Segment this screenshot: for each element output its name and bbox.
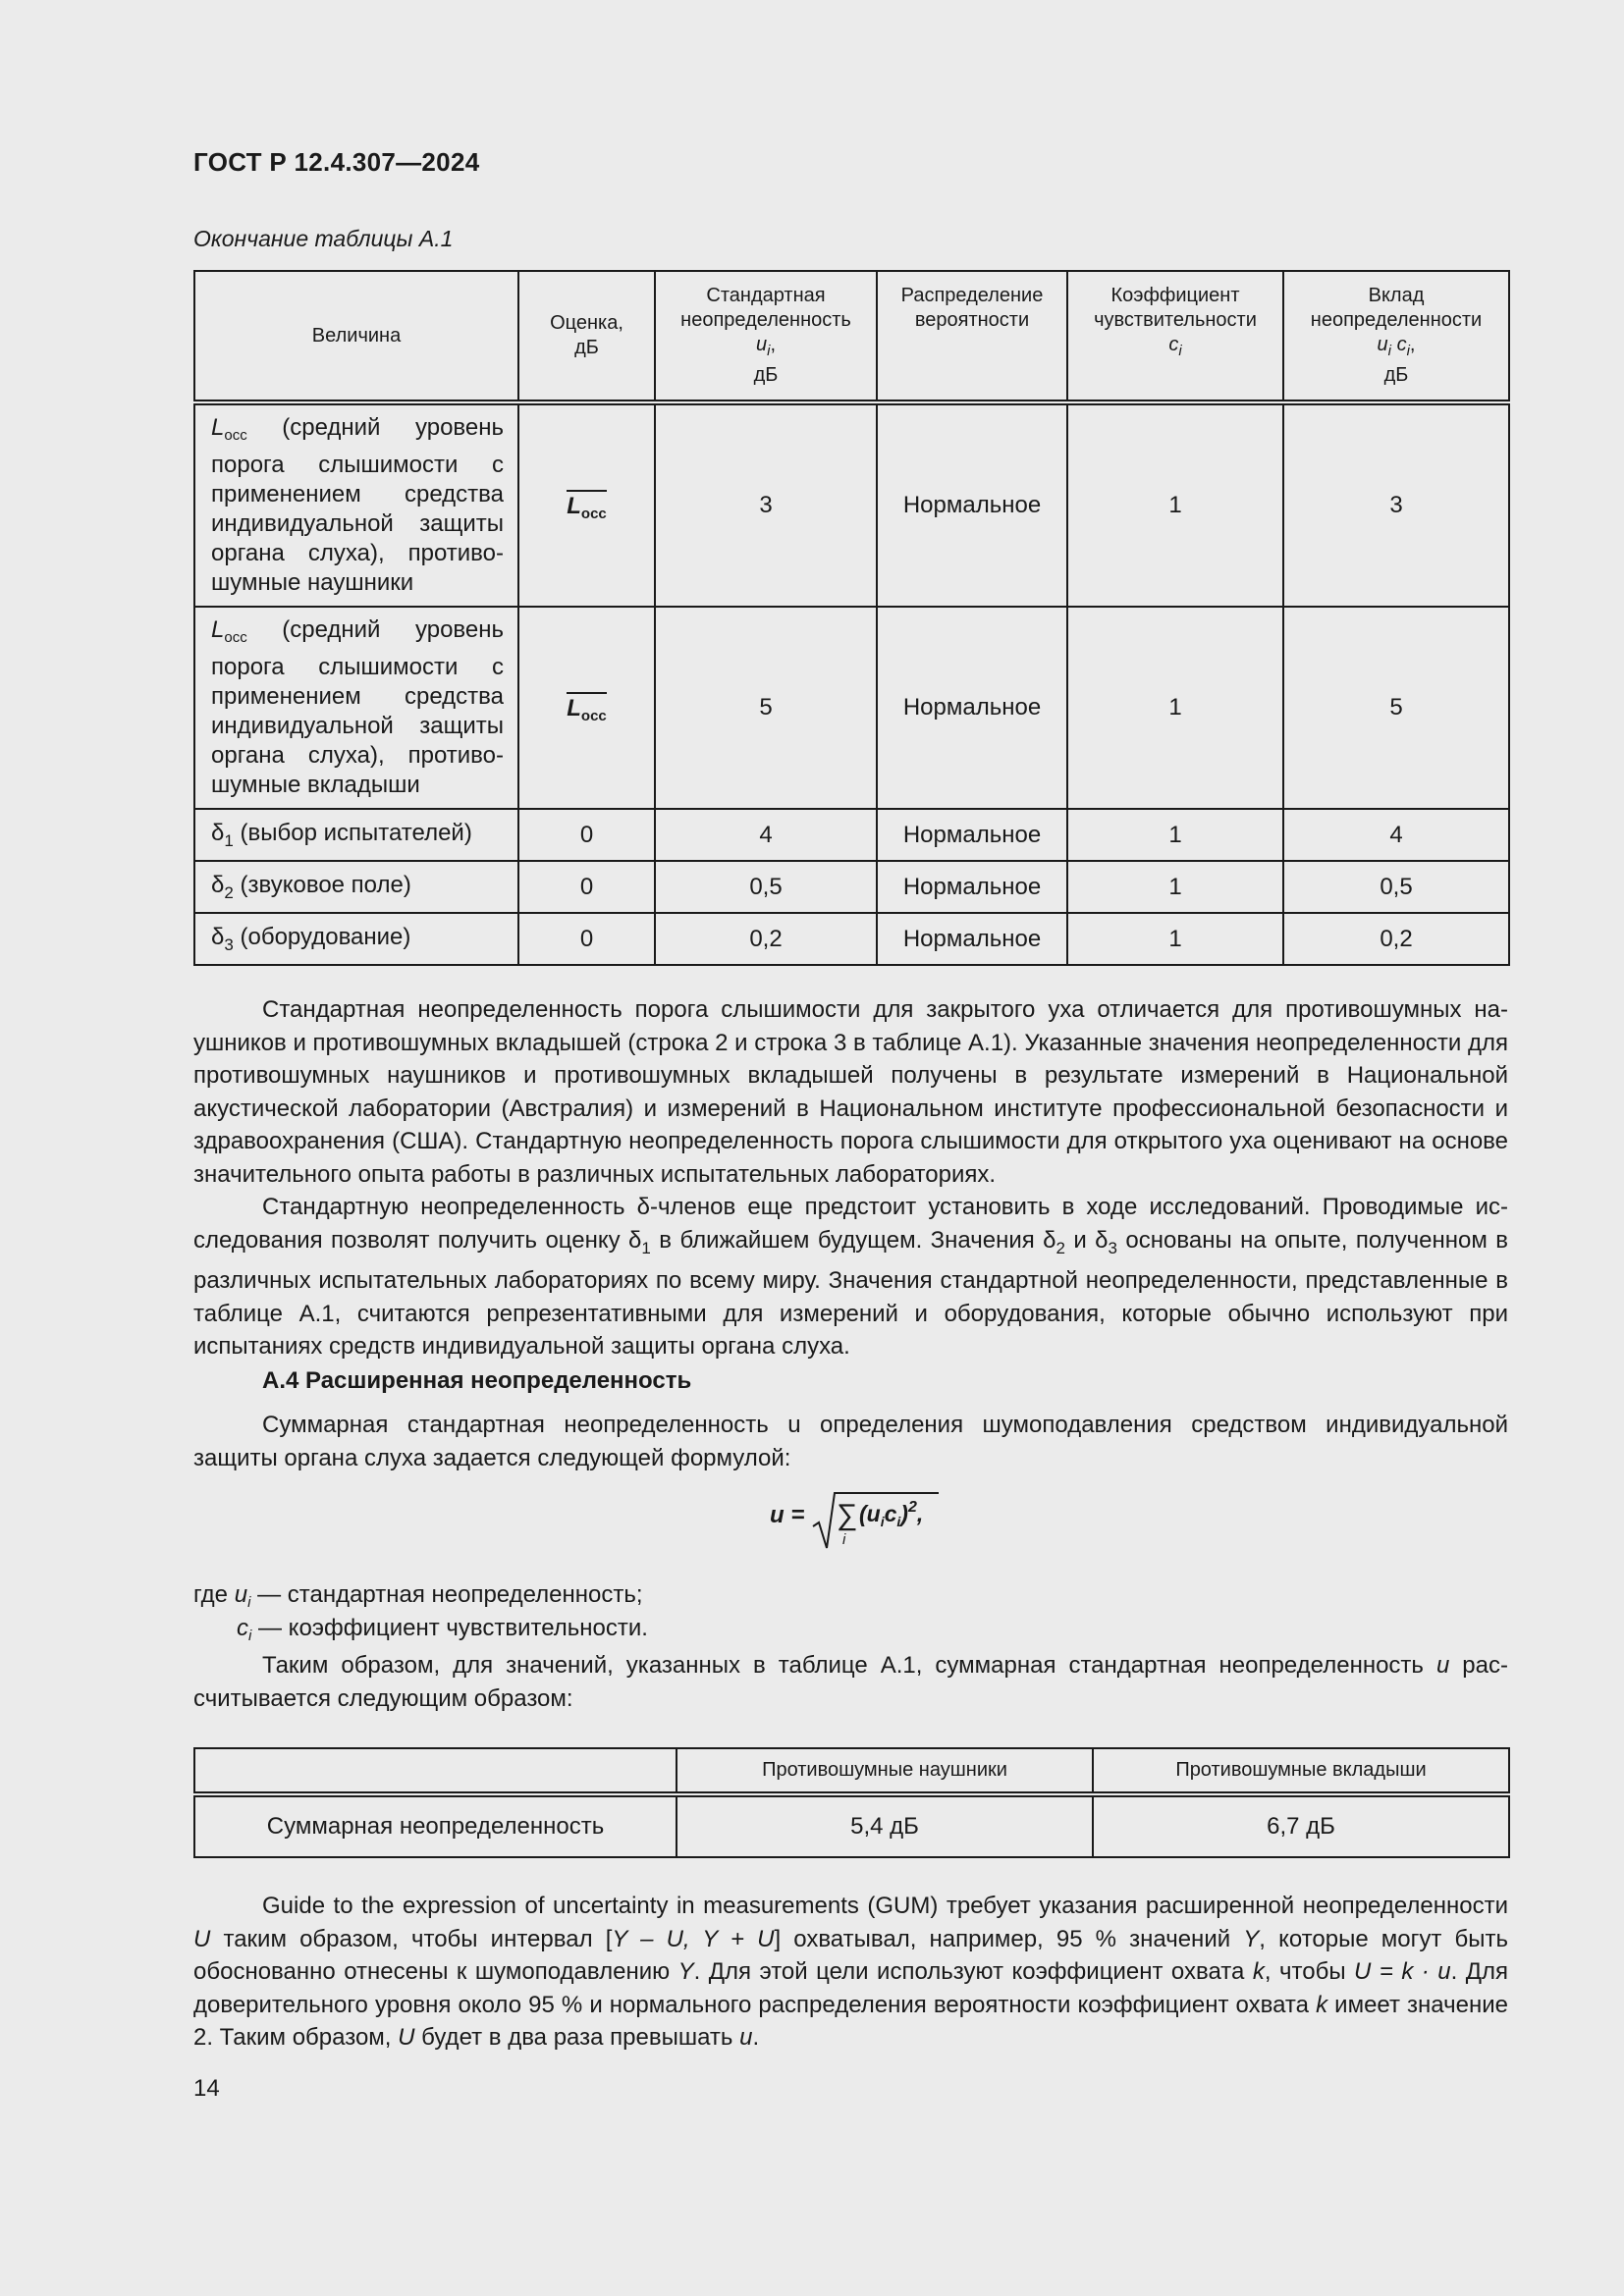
distribution-cell: Нормальное (877, 402, 1067, 607)
empty-header-cell (194, 1748, 677, 1794)
paragraph: Стандартную неопределенность δ-членов еще предстоит установить в ходе исследований. Проводимые исследования позволят получить оценку $\delta_1$ в ближайшем будущем. Значения $\delta_2$ и $\delta_3$ основаны на опыте, полученном в различных испытательных лабораториях по всему миру. Значения стандартной неопределенности, представленные в таблице А.1, считаются репрезентативными для измерений и оборудования, которые обычно используют при испытаниях средств индивидуальной защиты органа слуха. (193, 1194, 1509, 1360)
formula-lhs: u = (770, 1502, 805, 1528)
contribution-cell: 4 (1283, 809, 1509, 861)
estimate-cell: 0 (518, 913, 655, 965)
quantity-cell: $L_{occ}$ (средний уровень порога слышимости с применением средства индивидуальной защиты органа слуха), противошумные вкладыши (194, 607, 518, 809)
sensitivity-cell: 1 (1067, 913, 1283, 965)
estimate-cell: 0 (518, 861, 655, 913)
contribution-cell: 0,2 (1283, 913, 1509, 965)
document-header: ГОСТ Р 12.4.307—2024 (193, 147, 480, 177)
sensitivity-cell: 1 (1067, 809, 1283, 861)
sum-sign: ∑ (837, 1499, 858, 1531)
row-label: Суммарная неопределенность (194, 1794, 677, 1857)
earplugs-value: 6,7 дБ (1093, 1794, 1509, 1857)
table-row (194, 1794, 1509, 1857)
std-cell: 0,5 (655, 861, 877, 913)
std-cell: 4 (655, 809, 877, 861)
estimate-cell (518, 402, 655, 607)
col-header-distribution: Распределение вероятности (877, 271, 1067, 402)
table-header-row (194, 271, 1509, 402)
distribution-cell: Нормальное (877, 913, 1067, 965)
estimate-cell (518, 607, 655, 809)
table-row (194, 913, 1509, 965)
formula-body: $(u_ic_i)^2$, (859, 1499, 924, 1529)
page-number: 14 (193, 2075, 220, 2102)
paragraph: Таким образом, для значений, указанных в таблице А.1, суммарная стандартная неопределенность u рассчитывается следующим образом: (193, 1652, 1508, 1712)
paragraph: Guide to the expression of uncertainty in measurements (GUM) требует указания расширенной неопределенности U таким образом, чтобы интервал [Y – U, Y + U] охватывал, например, 95 % значений Y, которые могут быть обоснованно отнесены к шумоподавлению Y. Для этой цели используют коэффициент охвата k, чтобы U = k · u. Для доверительного уровня около 95 % и нормального распределения вероятности коэффициент охвата k имеет значение 2. Таким образом, U будет в два раза превышать u. (193, 1893, 1509, 2051)
uncertainty-budget-table (193, 270, 1510, 966)
sensitivity-cell: 1 (1067, 402, 1283, 607)
col-header-sensitivity: Коэффициент чувствительности $c_i$ (1067, 271, 1283, 402)
sensitivity-cell: 1 (1067, 861, 1283, 913)
formula-legend-2: $c_i$ — коэффициент чувствительности. (237, 1615, 648, 1644)
std-cell: 3 (655, 402, 877, 607)
table-caption: Окончание таблицы А.1 (193, 226, 454, 251)
distribution-cell: Нормальное (877, 861, 1067, 913)
uncertainty-formula (766, 1487, 943, 1561)
std-cell: 5 (655, 607, 877, 809)
earmuffs-value: 5,4 дБ (677, 1794, 1093, 1857)
formula-graphic (766, 1487, 943, 1556)
table-row (194, 809, 1509, 861)
col-header-earplugs: Противошумные вкладыши (1093, 1748, 1509, 1794)
table-row (194, 861, 1509, 913)
col-header-std-uncertainty: Стандартная неопределенность $u_i$, дБ (655, 271, 877, 402)
section-heading: А.4 Расширенная неопределенность (262, 1367, 692, 1394)
table-row (194, 607, 1509, 809)
quantity-cell: $L_{occ}$ (средний уровень порога слышимости с применением средства индивидуальной защиты органа слуха), противошумные наушники (194, 402, 518, 607)
table-header-row (194, 1748, 1509, 1794)
paragraph: Суммарная стандартная неопределенность u определения шумоподавления средством индивидуальной защиты органа слуха задается следующей формулой: (193, 1412, 1508, 1471)
contribution-cell: 3 (1283, 402, 1509, 607)
contribution-cell: 0,5 (1283, 861, 1509, 913)
distribution-cell: Нормальное (877, 809, 1067, 861)
sum-index: i (842, 1531, 846, 1548)
col-header-contribution: Вклад неопределенности $u_i$ $c_i$, дБ (1283, 271, 1509, 402)
paragraph: Стандартная неопределенность порога слышимости для закрытого уха отличается для противошумных наушников и противошумных вкладышей (строка 2 и строка 3 в таблице А.1). Указанные значения неопределенности для противошумных наушников и противошумных вкладышей получены в результате измерений в Национальной акустической лаборатории (Австралия) и измерений в Национальном институте профессиональной безопасности и здравоохранения (США). Стандартную неопределенность порога слышимости для открытого уха оценивают на основе значительного опыта работы в различных испытательных лабораториях. (193, 996, 1508, 1188)
quantity-cell: $\delta_3$ (оборудование) (194, 913, 518, 965)
formula-legend-1: где $u_i$ — стандартная неопределенность; (193, 1581, 643, 1611)
quantity-cell: $\delta_2$ (звуковое поле) (194, 861, 518, 913)
sensitivity-cell: 1 (1067, 607, 1283, 809)
estimate-cell: 0 (518, 809, 655, 861)
distribution-cell: Нормальное (877, 607, 1067, 809)
col-header-quantity: Величина (194, 271, 518, 402)
quantity-cell: $\delta_1$ (выбор испытателей) (194, 809, 518, 861)
contribution-cell: 5 (1283, 607, 1509, 809)
overline-symbol: $L_{occ}$ (567, 692, 607, 724)
col-header-earmuffs: Противошумные наушники (677, 1748, 1093, 1794)
table-row (194, 402, 1509, 607)
col-header-estimate: Оценка, дБ (518, 271, 655, 402)
overline-symbol: $L_{occ}$ (567, 490, 607, 522)
std-cell: 0,2 (655, 913, 877, 965)
combined-uncertainty-table (193, 1747, 1510, 1858)
